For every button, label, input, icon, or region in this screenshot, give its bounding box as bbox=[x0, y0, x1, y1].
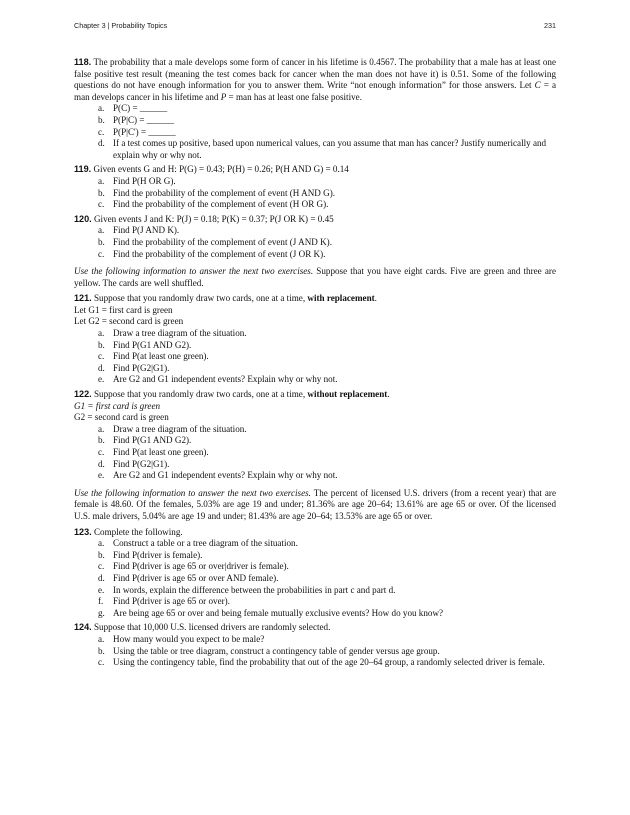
list-item: c. Find P(at least one green). bbox=[98, 351, 209, 362]
exercise-number: 122. bbox=[74, 389, 92, 400]
list-item: d. Find P(driver is age 65 or over AND female). bbox=[98, 572, 279, 583]
page-number: 231 bbox=[544, 21, 556, 30]
exercise-118-parts bbox=[74, 103, 556, 161]
list-item: b. Find the probability of the complement of event (H AND G). bbox=[98, 187, 335, 198]
list-item: g. Are being age 65 or over and being female mutually exclusive events? How do you know? bbox=[98, 607, 444, 618]
list-item: a. Find P(J AND K). bbox=[98, 225, 180, 236]
exercise-118 bbox=[74, 57, 556, 161]
list-item: b. Find the probability of the complement of event (J AND K). bbox=[98, 236, 332, 247]
exercise-123-parts bbox=[74, 538, 556, 619]
list-item: a. Construct a table or a tree diagram of the situation. bbox=[98, 538, 298, 549]
exercise-120 bbox=[74, 214, 556, 260]
definition-g1: Let G1 = first card is green bbox=[74, 304, 173, 315]
exercise-118-stem: 118. The probability that a male develops some form of cancer in his lifetime is 0.4567. The probability that a male has at least one false positive test result (meaning the test comes back for cancer when the man does not have it) is 0.51. Some of the following questions do not have enough information for you to answer them. Write “not enough information” for those answers. Let C = a man develops cancer in his lifetime and P = man has at least one false positive. bbox=[74, 57, 557, 102]
exercise-122 bbox=[74, 389, 556, 482]
list-item: e. Are G2 and G1 independent events? Explain why or why not. bbox=[98, 470, 338, 481]
list-item: a. Find P(H OR G). bbox=[98, 175, 176, 186]
exercise-intro-drivers: Use the following information to answer the next two exercises. The percent of licensed U.S. drivers (from a recent year) that are female is 48.60. Of the females, 5.03% are age 19 and under; 81.36% are age 20–64; 13.61% are age 65 or over. Of the licensed U.S. male drivers, 5.04% are age 19 and under; 81.43% are age 20–64; 13.53% are age 65 or over. bbox=[74, 487, 556, 521]
exercise-119 bbox=[74, 164, 556, 210]
list-item: b. Find P(driver is female). bbox=[98, 549, 203, 560]
list-item: a. Draw a tree diagram of the situation. bbox=[98, 328, 247, 339]
exercise-124-stem: 124. Suppose that 10,000 U.S. licensed drivers are randomly selected. bbox=[74, 622, 331, 633]
definition-g2: G2 = second card is green bbox=[74, 412, 169, 423]
exercise-120-parts bbox=[74, 225, 556, 260]
exercise-123-stem: 123. Complete the following. bbox=[74, 526, 183, 537]
exercise-121 bbox=[74, 293, 556, 386]
exercise-122-parts bbox=[74, 424, 556, 482]
list-item: a. P(C) = ______ bbox=[98, 103, 168, 114]
list-item: b. Using the table or tree diagram, construct a contingency table of gender versus age group. bbox=[98, 645, 440, 656]
definition-g2: Let G2 = second card is green bbox=[74, 316, 184, 327]
exercise-122-stem: 122. Suppose that you randomly draw two cards, one at a time, without replacement. bbox=[74, 389, 390, 400]
exercise-content bbox=[74, 57, 556, 672]
exercise-120-stem: 120. Given events J and K: P(J) = 0.18; P(K) = 0.37; P(J OR K) = 0.45 bbox=[74, 213, 334, 224]
exercise-intro-cards: Use the following information to answer the next two exercises. Suppose that you have eight cards. Five are green and three are yellow. The cards are well shuffled. bbox=[74, 266, 556, 288]
list-item: a. How many would you expect to be male? bbox=[98, 633, 265, 644]
exercise-number: 123. bbox=[74, 526, 92, 537]
chapter-title: Chapter 3 | Probability Topics bbox=[74, 21, 168, 30]
list-item: e. In words, explain the difference between the probabilities in part c and part d. bbox=[98, 584, 396, 595]
list-item: d. If a test comes up positive, based upon numerical values, can you assume that man has cancer? Justify numerically and explain why or why not. bbox=[98, 138, 547, 160]
exercise-123 bbox=[74, 527, 556, 620]
list-item: d. Find P(G2|G1). bbox=[98, 362, 170, 373]
exercise-124 bbox=[74, 622, 556, 668]
list-item: f. Find P(driver is age 65 or over). bbox=[98, 596, 230, 607]
exercise-121-stem: 121. Suppose that you randomly draw two cards, one at a time, with replacement. bbox=[74, 293, 377, 304]
exercise-119-stem: 119. Given events G and H: P(G) = 0.43; P(H) = 0.26; P(H AND G) = 0.14 bbox=[74, 164, 349, 175]
list-item: b. P(P|C) = ______ bbox=[98, 114, 175, 125]
list-item: c. Find P(at least one green). bbox=[98, 447, 209, 457]
list-item: a. Draw a tree diagram of the situation. bbox=[98, 423, 247, 434]
list-item: b. Find P(G1 AND G2). bbox=[98, 435, 192, 446]
exercise-number: 119. bbox=[74, 164, 92, 175]
definition-g1: G1 = first card is green bbox=[74, 400, 161, 411]
list-item: c. P(P|C') = ______ bbox=[98, 126, 176, 137]
exercise-121-parts bbox=[74, 328, 556, 386]
exercise-number: 118. bbox=[74, 57, 92, 67]
list-item: d. Find P(G2|G1). bbox=[98, 458, 170, 469]
exercise-124-parts bbox=[74, 634, 556, 669]
list-item: c. Find P(driver is age 65 or over|driver is female). bbox=[98, 561, 289, 572]
exercise-number: 124. bbox=[74, 622, 92, 633]
list-item: c. Find the probability of the complement of event (J OR K). bbox=[98, 248, 326, 259]
list-item: b. Find P(G1 AND G2). bbox=[98, 339, 192, 350]
list-item: e. Are G2 and G1 independent events? Explain why or why not. bbox=[98, 374, 338, 385]
exercise-119-parts bbox=[74, 176, 556, 211]
list-item: c. Find the probability of the complement of event (H OR G). bbox=[98, 199, 329, 210]
page-header bbox=[74, 21, 556, 33]
exercise-number: 121. bbox=[74, 293, 92, 304]
list-item: c. Using the contingency table, find the probability that out of the age 20–64 group, a randomly selected driver is female. bbox=[98, 657, 545, 668]
exercise-number: 120. bbox=[74, 213, 92, 224]
